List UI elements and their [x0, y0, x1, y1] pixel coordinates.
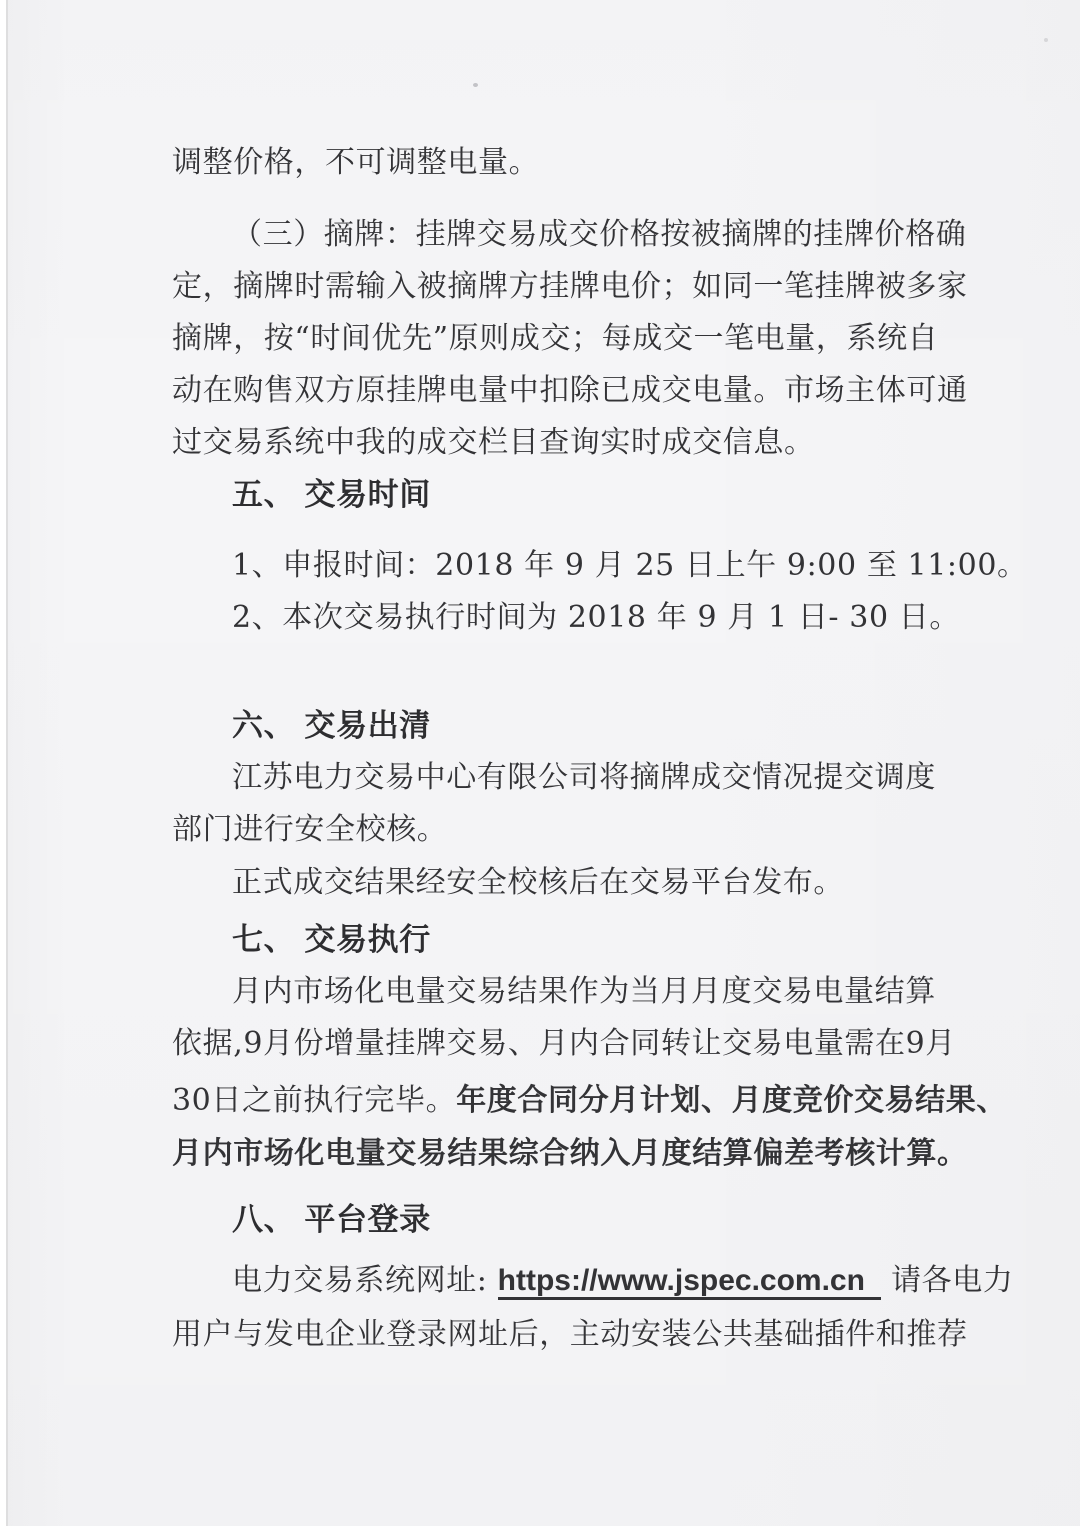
url-line-prefix: 电力交易系统网址: — [232, 1263, 498, 1298]
list-item: 2、本次交易执行时间为 2018 年 9 月 1 日- 30 日。 — [232, 600, 961, 635]
text-line: 江苏电力交易中心有限公司将摘牌成交情况提交调度 — [232, 760, 936, 795]
section-heading-trade-execution: 七、 交易执行 — [232, 922, 431, 957]
text-line: 部门进行安全校核。 — [172, 812, 448, 847]
text-line: 依据,9月份增量挂牌交易、月内合同转让交易电量需在9月 — [172, 1026, 956, 1061]
scan-speck — [473, 83, 478, 87]
bold-text-line: 月内市场化电量交易结果综合纳入月度结算偏差考核计算。 — [172, 1136, 968, 1171]
text-line: 摘牌，按“时间优先”原则成交；每成交一笔电量，系统自 — [172, 321, 939, 356]
text-segment: 30日之前执行完毕。 — [172, 1083, 457, 1118]
scanned-document-page — [6, 0, 1080, 1526]
bold-text-segment: 年度合同分月计划、月度竞价交易结果、 — [456, 1083, 1007, 1118]
url-line-suffix: 请各电力 — [880, 1263, 1014, 1298]
text-line — [172, 1075, 1007, 1127]
text-line: 动在购售双方原挂牌电量中扣除已成交电量。市场主体可通 — [172, 373, 968, 408]
list-item: 1、申报时间：2018 年 9 月 25 日上午 9:00 至 11:00。 — [232, 548, 1028, 583]
text-line: 调整价格，不可调整电量。 — [172, 145, 540, 180]
text-line — [172, 1255, 1014, 1307]
section-heading-trading-time: 五、 交易时间 — [232, 477, 431, 512]
text-line: 用户与发电企业登录网址后，主动安装公共基础插件和推荐 — [172, 1317, 968, 1352]
scan-speck — [1044, 38, 1048, 42]
section-heading-platform-login: 八、 平台登录 — [232, 1202, 431, 1237]
trading-platform-url-link[interactable]: https://www.jspec.com.cn — [498, 1264, 881, 1300]
section-heading-trade-clearing: 六、 交易出清 — [232, 708, 431, 743]
text-line: 月内市场化电量交易结果作为当月月度交易电量结算 — [232, 974, 936, 1009]
text-line: 定，摘牌时需输入被摘牌方挂牌电价；如同一笔挂牌被多家 — [172, 269, 968, 304]
text-line: （三）摘牌：挂牌交易成交价格按被摘牌的挂牌价格确 — [232, 217, 967, 252]
document-body — [172, 137, 1028, 1361]
text-line: 过交易系统中我的成交栏目查询实时成交信息。 — [172, 425, 815, 460]
text-line: 正式成交结果经安全校核后在交易平台发布。 — [232, 865, 844, 900]
